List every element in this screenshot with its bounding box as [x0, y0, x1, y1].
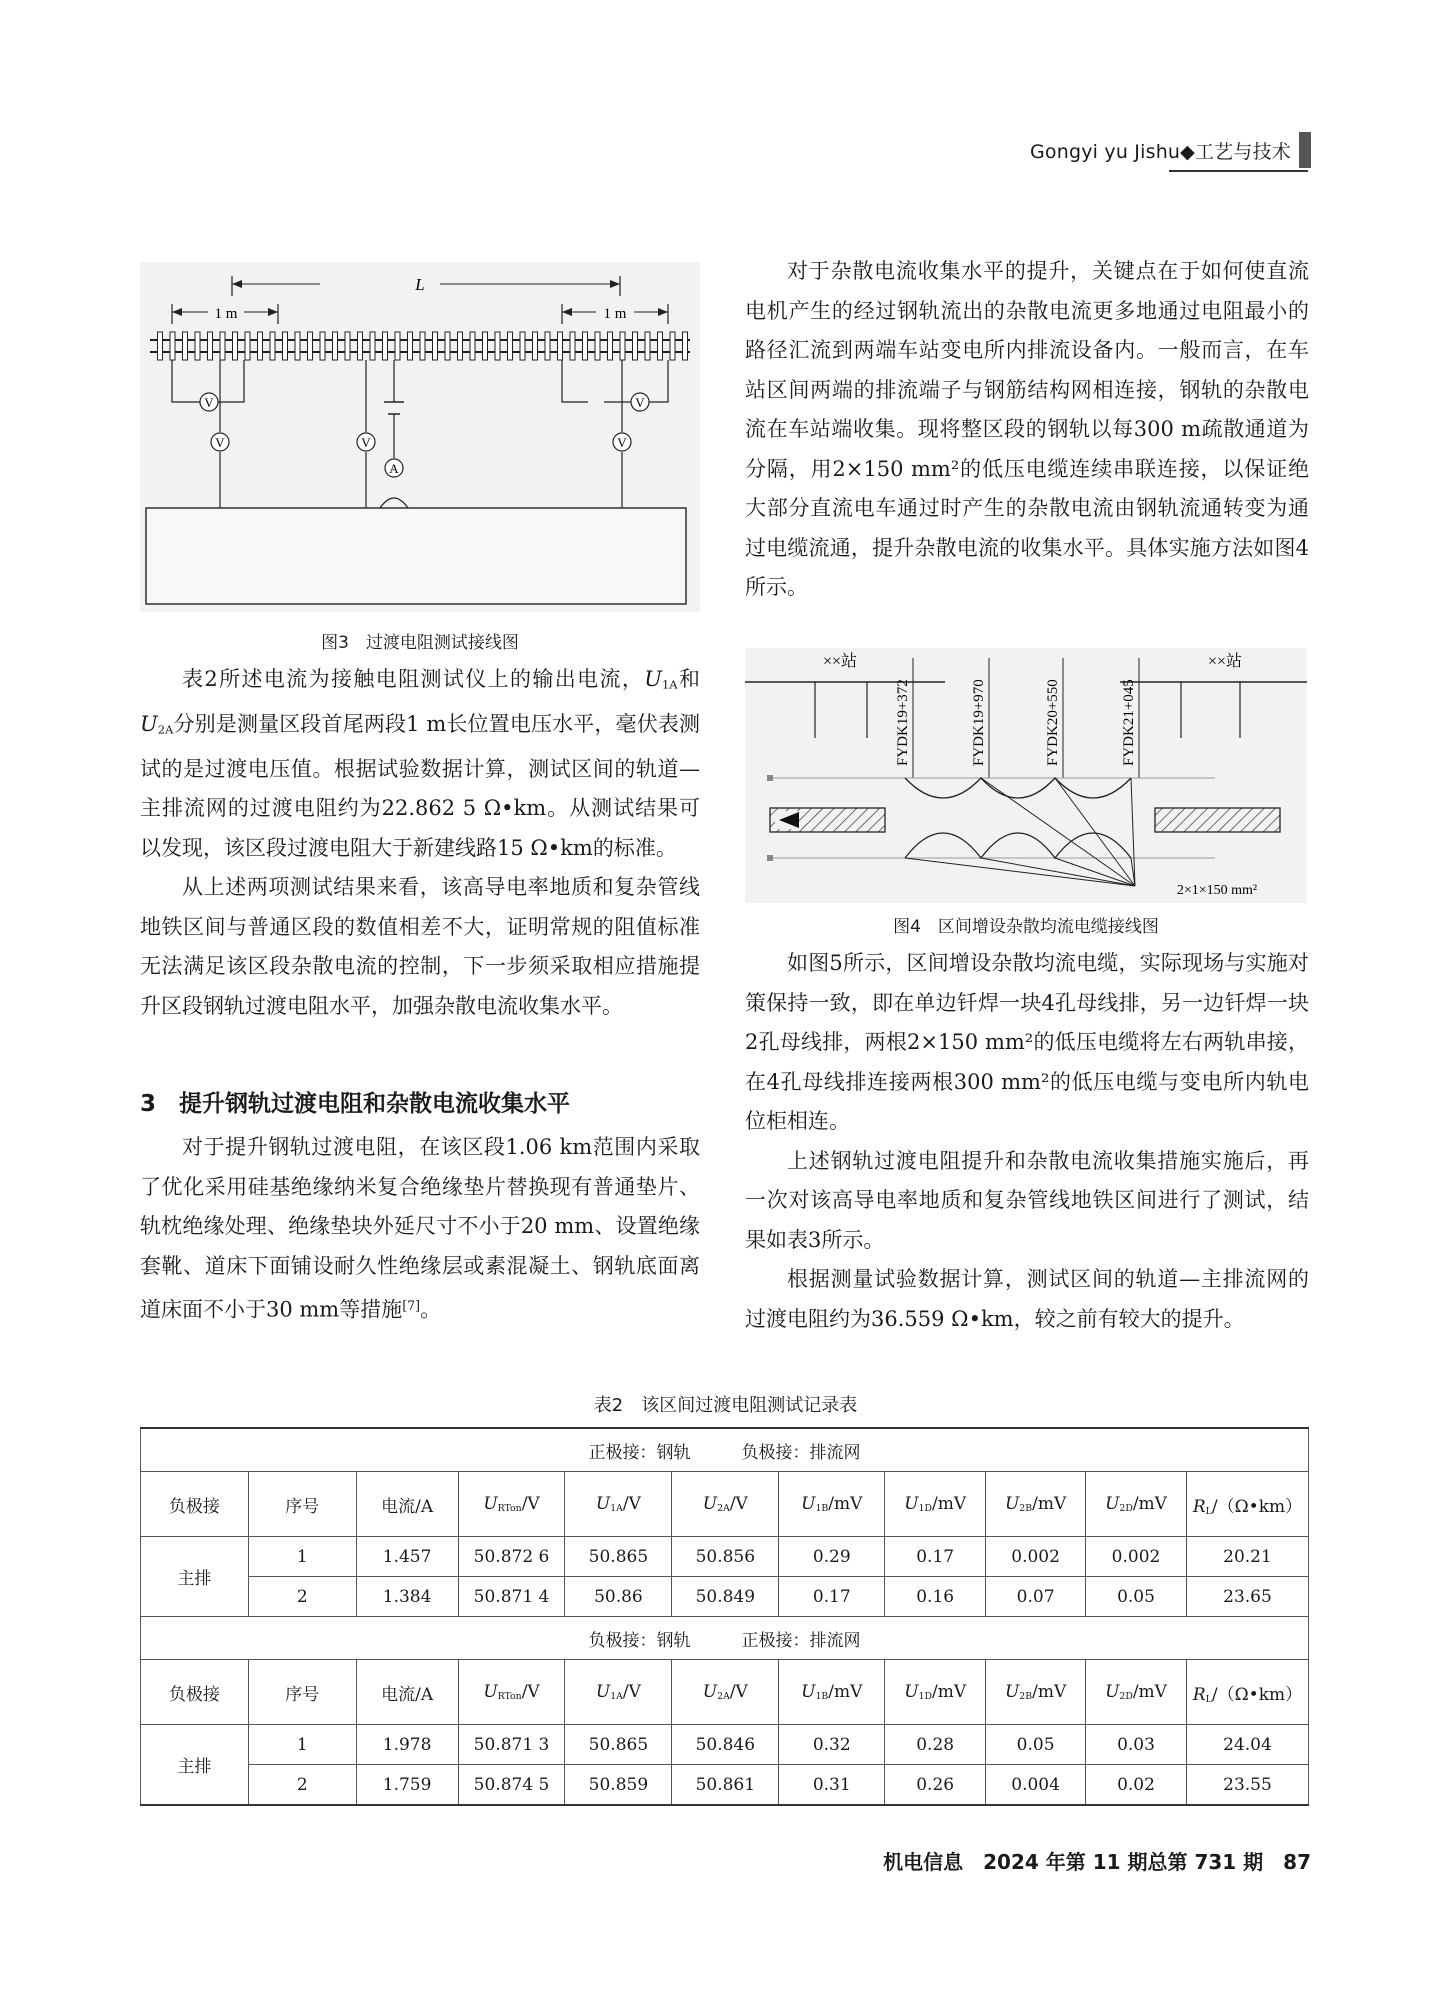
citation: [7] — [402, 1298, 421, 1313]
sleeper — [183, 332, 188, 360]
chainage-label: FYDK21+045 — [1121, 679, 1137, 766]
sleeper — [570, 332, 575, 360]
sleeper — [545, 332, 550, 360]
sleeper — [245, 332, 250, 360]
table-header-cell: $U_{1A}/V$ — [565, 1660, 672, 1725]
table-header-cell: $U_{2A}/V$ — [672, 1660, 779, 1725]
table-cell: 0.32 — [779, 1725, 885, 1765]
table-cell: 0.03 — [1086, 1725, 1187, 1765]
svg-text:A: A — [389, 461, 399, 476]
table-cell: 1.457 — [356, 1537, 458, 1577]
sleeper — [595, 332, 600, 360]
table-cell: 50.856 — [672, 1537, 779, 1577]
table-2 — [140, 1427, 1309, 1806]
svg-text:V: V — [635, 395, 645, 410]
paragraph: 对于杂散电流收集水平的提升，关键点在于如何使直流电机产生的经过钢轨流出的杂散电流更多地通过电阻最小的路径汇流到两端车站变电所内排流设备内。一般而言，在车站区间两端的排流端子与钢筋结构网相连接，钢轨的杂散电流在车站端收集。现将整区段的钢轨以每300 m疏散通道为分隔，用2×150 mm²的低压电缆连续串联连接，以保证绝大部分直流电车通过时产生的杂散电流由钢轨流通转变为通过电缆流通，提升杂散电流的收集水平。具体实施方法如图4所示。 — [745, 259, 1309, 599]
sleeper — [420, 332, 425, 360]
table-cell: 50.865 — [565, 1725, 672, 1765]
figure-3 — [140, 262, 700, 612]
sleeper — [295, 332, 300, 360]
table-cell: 0.17 — [779, 1577, 885, 1617]
table-cell: 0.002 — [986, 1537, 1086, 1577]
table-cell: 0.07 — [986, 1577, 1086, 1617]
cable-label: 2×1×150 mm² — [1176, 883, 1258, 898]
sleeper — [483, 332, 488, 360]
table-header-cell: $U_{1B}/mV$ — [779, 1472, 885, 1537]
right-column-text-2 — [745, 944, 1309, 1339]
table-header-cell: $U_{RTon}/V$ — [458, 1660, 565, 1725]
station-left: ××站 — [822, 653, 858, 670]
figure-3-caption: 图3 过渡电阻测试接线图 — [321, 633, 519, 653]
header-bar — [1299, 132, 1311, 168]
svg-text:V: V — [215, 435, 225, 450]
sleeper — [220, 332, 225, 360]
chainage-label: FYDK19+372 — [895, 679, 911, 766]
table-cell: 1 — [248, 1725, 356, 1765]
sleeper — [345, 332, 350, 360]
table-cell: 50.861 — [672, 1765, 779, 1806]
section-heading: 3 提升钢轨过渡电阻和杂散电流收集水平 — [140, 1091, 571, 1117]
sleeper — [320, 332, 325, 360]
table-2-title: 表2 该区间过渡电阻测试记录表 — [593, 1395, 858, 1416]
running-header — [1030, 130, 1311, 170]
table-row — [141, 1577, 1309, 1617]
table-cell: 50.865 — [565, 1537, 672, 1577]
table-cell: 0.02 — [1086, 1765, 1187, 1806]
left-column-text-2 — [140, 1128, 700, 1330]
table-cell: 0.31 — [779, 1765, 885, 1806]
sleeper — [170, 332, 175, 360]
table-cell: 1 — [248, 1537, 356, 1577]
paragraph: 表2所述电流为接触电阻测试仪上的输出电流，$U_{1A}$和$U_{2A}$分别是测量区段首尾两段1 m长位置电压水平，毫伏表测试的是过渡电压值。根据试验数据计算，测试区间的轨道—主排流网的过渡电阻约为22.862 5 Ω•km。从测试结果可以发现，该区段过渡电阻大于新建线路15 Ω•km的标准。 — [140, 667, 700, 860]
figure-4-caption: 图4 区间增设杂散均流电缆接线图 — [893, 917, 1159, 937]
table-cell: 50.859 — [565, 1765, 672, 1806]
table-cell: 50.874 5 — [458, 1765, 565, 1806]
sleeper — [395, 332, 400, 360]
figure-3-diagram — [140, 262, 700, 612]
left-column-text-1 — [140, 660, 700, 1026]
table-header-cell: $U_{1D}/mV$ — [885, 1660, 986, 1725]
figure-4-diagram — [745, 648, 1307, 903]
chainage-markers — [895, 658, 1139, 778]
svg-text:V: V — [361, 435, 371, 450]
table-row — [141, 1725, 1309, 1765]
sleeper — [370, 332, 375, 360]
table-cell: 2 — [248, 1765, 356, 1806]
sleeper — [508, 332, 513, 360]
table-cell: 0.29 — [779, 1537, 885, 1577]
sleeper — [458, 332, 463, 360]
sleeper — [408, 332, 413, 360]
table-header-cell: $U_{2D}/mV$ — [1086, 1660, 1187, 1725]
rail-sleepers — [158, 332, 688, 360]
sleeper — [433, 332, 438, 360]
table-header-cell: 电流/A — [356, 1472, 458, 1537]
sleeper — [583, 332, 588, 360]
table-block-heading: 负极接：钢轨 正极接：排流网 — [141, 1617, 1309, 1660]
chainage-label: FYDK20+550 — [1045, 679, 1061, 766]
table-cell: 0.05 — [986, 1725, 1086, 1765]
sleeper — [258, 332, 263, 360]
svg-text:V: V — [617, 435, 627, 450]
table-cell: 24.04 — [1186, 1725, 1308, 1765]
sleeper — [608, 332, 613, 360]
sleeper — [333, 332, 338, 360]
label-L: L — [415, 275, 425, 294]
sleeper — [158, 332, 163, 360]
table-header-cell: $U_{RTon}/V$ — [458, 1472, 565, 1537]
group-label-cell: 主排 — [141, 1725, 249, 1806]
table-header-cell: 电流/A — [356, 1660, 458, 1725]
table-cell: 50.86 — [565, 1577, 672, 1617]
table-cell: 0.26 — [885, 1765, 986, 1806]
table-row — [141, 1537, 1309, 1577]
table-header-cell: $U_{1D}/mV$ — [885, 1472, 986, 1537]
table-cell: 50.872 6 — [458, 1537, 565, 1577]
table-cell: 0.28 — [885, 1725, 986, 1765]
table-header-cell: 负极接 — [141, 1660, 249, 1725]
table-cell: 50.846 — [672, 1725, 779, 1765]
table-header-cell: 序号 — [248, 1472, 356, 1537]
table-cell: 0.16 — [885, 1577, 986, 1617]
table-header-cell: $R_L/(\Omega•km)$ — [1186, 1472, 1308, 1537]
table-cell: 50.871 4 — [458, 1577, 565, 1617]
table-cell: 20.21 — [1186, 1537, 1308, 1577]
table-cell: 50.871 3 — [458, 1725, 565, 1765]
sleeper — [358, 332, 363, 360]
table-row — [141, 1765, 1309, 1806]
sleeper — [208, 332, 213, 360]
sleeper — [633, 332, 638, 360]
chainage-label: FYDK19+970 — [971, 679, 987, 766]
sleeper — [495, 332, 500, 360]
table-cell: 1.978 — [356, 1725, 458, 1765]
station-right: ××站 — [1207, 653, 1243, 670]
paragraph: 对于提升钢轨过渡电阻，在该区段1.06 km范围内采取了优化采用硅基绝缘纳米复合绝缘垫片替换现有普通垫片、轨枕绝缘处理、绝缘垫块外延尺寸不小于20 mm、设置绝缘套靴、道床下面铺设耐久性绝缘层或素混凝土、钢轨底面离道床面不小于30 mm等措施[7]。 — [140, 1135, 700, 1322]
table-header-cell: $U_{2D}/mV$ — [1086, 1472, 1187, 1537]
sleeper — [620, 332, 625, 360]
table-header-cell: $U_{1B}/mV$ — [779, 1660, 885, 1725]
table-cell: 23.55 — [1186, 1765, 1308, 1806]
sleeper — [558, 332, 563, 360]
group-label-cell: 主排 — [141, 1537, 249, 1617]
sleeper — [283, 332, 288, 360]
sleeper — [233, 332, 238, 360]
sleeper — [645, 332, 650, 360]
ground-block — [146, 508, 686, 604]
label-1m-right: 1 m — [603, 306, 627, 322]
sleeper — [520, 332, 525, 360]
table-header-cell: 负极接 — [141, 1472, 249, 1537]
table-header-cell: $U_{2B}/mV$ — [986, 1660, 1086, 1725]
sleeper — [683, 332, 688, 360]
table-cell: 0.17 — [885, 1537, 986, 1577]
sleeper — [470, 332, 475, 360]
right-column-text-1 — [745, 252, 1309, 608]
table-header-cell: $U_{1A}/V$ — [565, 1472, 672, 1537]
table-cell: 23.65 — [1186, 1577, 1308, 1617]
page-footer: 机电信息 2024 年第 11 期总第 731 期 87 — [883, 1850, 1311, 1874]
table-cell: 1.759 — [356, 1765, 458, 1806]
svg-text:V: V — [204, 395, 214, 410]
sleeper — [308, 332, 313, 360]
paragraph: 如图5所示，区间增设杂散均流电缆，实际现场与实施对策保持一致，即在单边钎焊一块4孔母线排，另一边钎焊一块2孔母线排，两根2×150 mm²的低压电缆将左右两轨串接，在4孔母线排连接两根300 mm²的低压电缆与变电所内轨电位柜相连。 — [745, 951, 1309, 1133]
sleeper — [270, 332, 275, 360]
label-1m-left: 1 m — [214, 306, 238, 322]
train-right — [1155, 808, 1280, 832]
sleeper — [658, 332, 663, 360]
paragraph: 从上述两项测试结果来看，该高导电率地质和复杂管线地铁区间与普通区段的数值相差不大，证明常规的阻值标准无法满足该区段杂散电流的控制，下一步须采取相应措施提升区段钢轨过渡电阻水平，加强杂散电流收集水平。 — [140, 875, 700, 1018]
sleeper — [670, 332, 675, 360]
table-cell: 0.05 — [1086, 1577, 1187, 1617]
sleeper — [533, 332, 538, 360]
table-block-heading: 正极接：钢轨 负极接：排流网 — [141, 1428, 1309, 1472]
table-cell: 0.004 — [986, 1765, 1086, 1806]
paragraph: 根据测量试验数据计算，测试区间的轨道—主排流网的过渡电阻约为36.559 Ω•km，较之前有较大的提升。 — [745, 1267, 1309, 1331]
figure-4 — [745, 648, 1307, 903]
table-header-cell: $U_{2A}/V$ — [672, 1472, 779, 1537]
table-header-cell: 序号 — [248, 1660, 356, 1725]
table-cell: 2 — [248, 1577, 356, 1617]
table-cell: 50.849 — [672, 1577, 779, 1617]
sleeper — [195, 332, 200, 360]
paragraph: 上述钢轨过渡电阻提升和杂散电流收集措施实施后，再一次对该高导电率地质和复杂管线地铁区间进行了测试，结果如表3所示。 — [745, 1148, 1309, 1252]
table-header-cell: $U_{2B}/mV$ — [986, 1472, 1086, 1537]
sleeper — [445, 332, 450, 360]
header-underline — [1169, 170, 1308, 172]
table-cell: 0.002 — [1086, 1537, 1187, 1577]
sleeper — [383, 332, 388, 360]
table-header-cell: $R_L/(\Omega•km)$ — [1186, 1660, 1308, 1725]
table-cell: 1.384 — [356, 1577, 458, 1617]
running-title: Gongyi yu Jishu◆工艺与技术 — [1029, 140, 1291, 163]
